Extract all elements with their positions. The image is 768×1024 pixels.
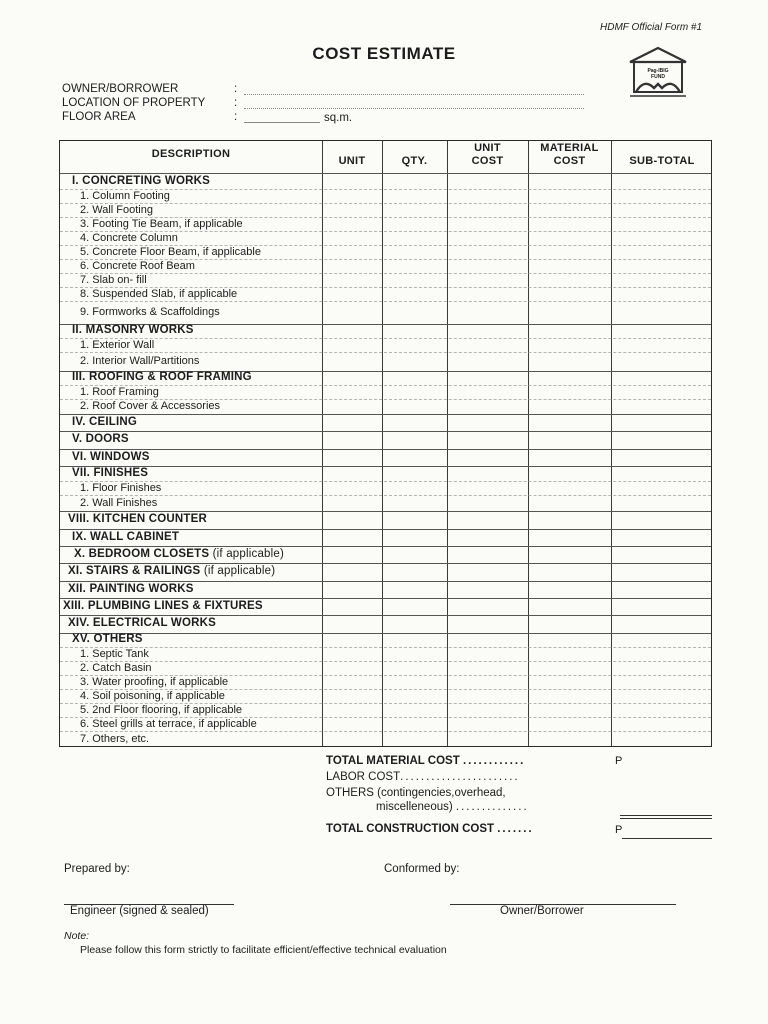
others-amount-line [620,815,712,816]
section-heading [68,513,207,525]
row-divider [60,647,711,648]
floor-area-label: FLOOR AREA [62,111,136,123]
cost-table [59,140,712,747]
header-unit: UNIT [338,155,366,167]
line-item: 6. Concrete Roof Beam [80,259,195,272]
header-subtotal: SUB-TOTAL [629,155,695,167]
section-heading-text: II. MASONRY WORKS [72,324,194,336]
others-amount-line-2 [620,818,712,819]
line-item: 2. Interior Wall/Partitions [80,355,200,367]
hdmf-seal-logo [624,44,692,100]
section-heading-note: (if applicable) [212,547,285,560]
row-divider [60,338,711,339]
section-heading-text: VI. WINDOWS [72,450,150,463]
section-heading-text: X. BEDROOM CLOSETS [74,547,210,560]
line-item: 1. Roof Framing [80,385,159,398]
section-heading-text: IV. CEILING [72,415,138,428]
section-heading [68,583,194,595]
section-heading [72,633,143,645]
seal-text-top: Pag-IBIG [647,68,669,74]
owner-signature-label: Owner/Borrower [500,905,584,917]
note-text: Please follow this form strictly to facilitate efficient/effective technical evaluation [80,944,447,956]
section-heading [72,175,210,187]
row-divider [60,615,711,616]
section-heading-text: V. DOORS [72,433,129,445]
labor-cost-label: LABOR COST....................... [326,771,520,783]
location-colon: : [234,97,238,109]
header-unit-cost-line1: UNIT [474,142,501,154]
line-item: 2. Wall Footing [80,203,153,216]
section-heading [72,433,129,445]
section-heading-text: VIII. KITCHEN COUNTER [68,513,208,525]
line-item: 3. Water proofing, if applicable [80,675,229,688]
total-construction-cost-line [622,838,712,839]
line-item: 2. Catch Basin [80,661,152,674]
section-heading [72,531,179,543]
row-divider [60,633,711,634]
floor-area-field [62,110,353,124]
row-divider [60,731,711,732]
header-unit-cost [447,142,528,168]
section-heading-text: XIV. ELECTRICAL WORKS [68,617,216,629]
location-field [62,96,238,110]
row-divider [60,466,711,467]
section-heading-text: XV. OTHERS [72,633,143,645]
section-heading-text: VII. FINISHES [72,466,149,479]
section-heading [68,565,275,577]
section-heading [72,467,148,479]
section-heading [72,324,194,336]
row-divider [60,301,711,302]
section-heading-text: XII. PAINTING WORKS [68,582,194,595]
row-divider [60,449,711,450]
row-divider [60,661,711,662]
conformed-by-label: Conformed by: [384,863,460,875]
header-material-cost-line2: COST [553,155,586,167]
row-divider [60,273,711,274]
floor-area-colon: : [234,111,238,123]
row-divider [60,414,711,415]
owner-borrower-field [62,82,238,96]
section-heading [72,416,137,428]
prepared-by-label: Prepared by: [64,863,130,875]
section-heading [74,548,284,560]
line-item: 2. Wall Finishes [80,496,158,509]
owner-borrower-colon: : [234,83,238,95]
owner-borrower-label: OWNER/BORROWER [62,83,179,95]
line-item: 7. Slab on- fill [80,273,147,286]
line-item: 5. 2nd Floor flooring, if applicable [80,703,243,716]
section-heading [72,451,150,463]
section-heading-text: XIII. PLUMBING LINES & FIXTURES [63,599,263,612]
floor-area-input[interactable] [244,122,320,123]
engineer-signature-label: Engineer (signed & sealed) [70,905,209,917]
section-heading [72,371,252,383]
line-item: 1. Column Footing [80,189,170,202]
line-item: 3. Footing Tie Beam, if applicable [80,217,243,230]
form-number: HDMF Official Form #1 [600,22,703,33]
line-item: 1. Septic Tank [80,647,149,660]
header-material-cost [528,142,611,168]
others-label-cont: miscelleneous) .............. [376,801,529,813]
others-label: OTHERS (contingencies,overhead, [326,787,506,799]
section-heading-text: III. ROOFING & ROOF FRAMING [72,371,252,383]
total-material-cost-currency: P [615,755,623,767]
location-label: LOCATION OF PROPERTY [62,97,206,109]
header-unit-cost-line2: COST [471,155,504,167]
section-heading-note: (if applicable) [203,565,276,577]
row-divider [60,352,711,353]
header-material-cost-line1: MATERIAL [540,142,599,154]
row-divider [60,203,711,204]
row-divider [60,431,711,432]
note-label: Note: [64,930,90,942]
owner-borrower-input[interactable] [244,94,584,95]
line-item: 4. Soil poisoning, if applicable [80,689,225,702]
line-item: 1. Floor Finishes [80,481,162,494]
floor-area-unit: sq.m. [324,112,353,124]
seal-text-bottom: FUND [651,74,665,80]
total-construction-cost-currency: P [615,824,623,836]
section-heading-text: XI. STAIRS & RAILINGS [68,565,201,577]
total-material-cost-label: TOTAL MATERIAL COST ............ [326,755,526,767]
line-item: 4. Concrete Column [80,231,178,244]
line-item: 9. Formworks & Scaffoldings [80,306,220,318]
location-input[interactable] [244,108,584,109]
header-qty: QTY. [401,155,428,167]
page-title: COST ESTIMATE [312,44,456,63]
line-item: 6. Steel grills at terrace, if applicable [80,717,257,730]
section-heading [68,617,216,629]
line-item: 2. Roof Cover & Accessories [80,400,221,412]
total-construction-cost-label: TOTAL CONSTRUCTION COST ....... [326,823,534,835]
line-item: 8. Suspended Slab, if applicable [80,287,238,300]
row-divider [60,511,711,512]
row-divider [60,563,711,564]
row-divider [60,495,711,496]
line-item: 5. Concrete Floor Beam, if applicable [80,245,261,258]
section-heading-text: I. CONCRETING WORKS [72,174,210,187]
line-item: 7. Others, etc. [80,733,150,745]
line-item: 1. Exterior Wall [80,338,155,351]
section-heading [63,600,263,612]
header-description: DESCRIPTION [151,148,231,160]
section-heading-text: IX. WALL CABINET [72,530,180,543]
